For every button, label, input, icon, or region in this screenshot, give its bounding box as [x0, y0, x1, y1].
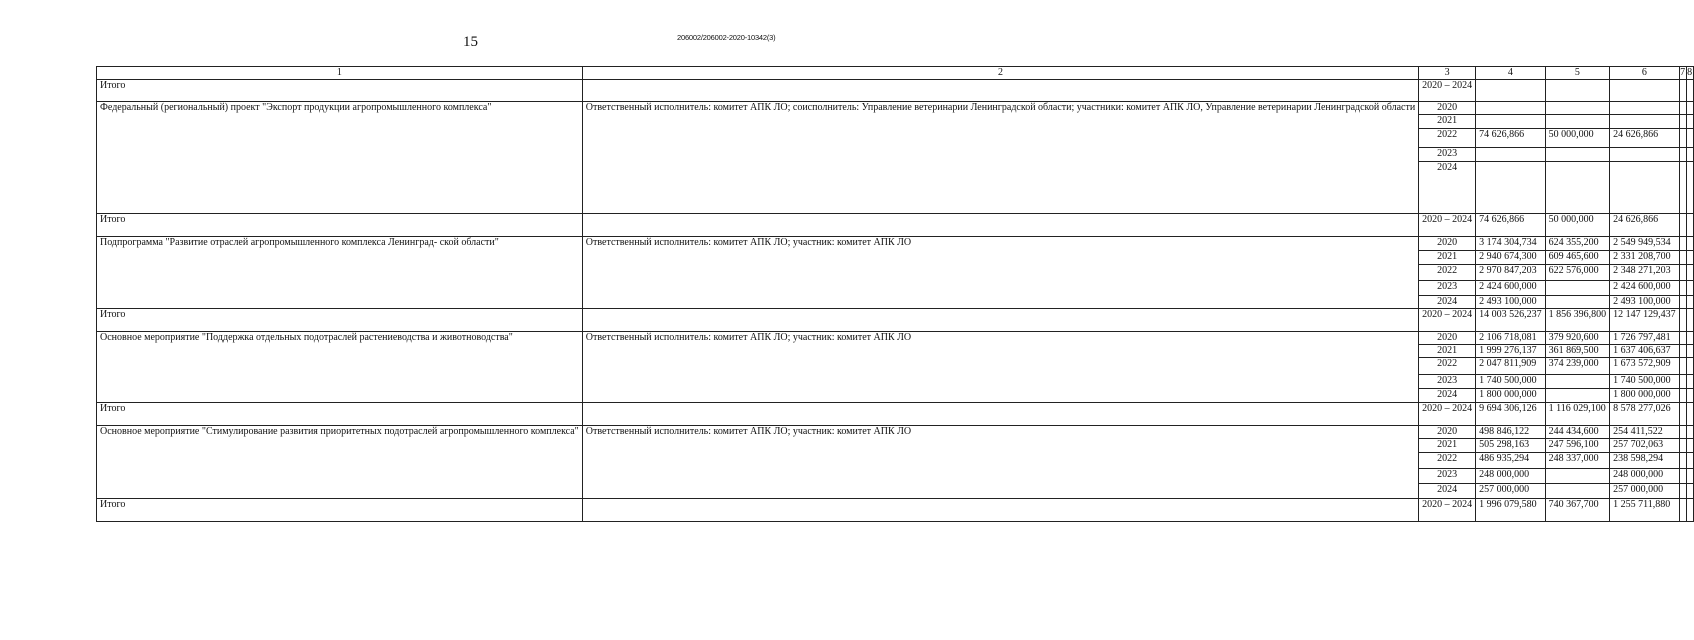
regional-cell: 254 411,522 — [1610, 426, 1680, 439]
regional-cell: 2 424 600,000 — [1610, 281, 1680, 296]
regional-cell: 1 673 572,909 — [1610, 358, 1680, 375]
year-cell: 2022 — [1419, 453, 1476, 469]
regional-cell: 238 598,294 — [1610, 453, 1680, 469]
total-cell: 498 846,122 — [1476, 426, 1546, 439]
federal-cell: 50 000,000 — [1545, 129, 1610, 148]
total-cell — [1476, 148, 1546, 162]
program-name: Основное мероприятие "Поддержка отдельных подотраслей растениеводства и животноводства" — [97, 332, 583, 403]
regional-cell: 1 255 711,880 — [1610, 499, 1680, 522]
federal-cell — [1545, 469, 1610, 484]
year-cell: 2023 — [1419, 148, 1476, 162]
total-row — [97, 403, 1694, 426]
federal-cell: 361 869,500 — [1545, 345, 1610, 358]
page-number: 15 — [463, 34, 478, 50]
federal-cell: 50 000,000 — [1545, 214, 1610, 237]
total-row — [97, 80, 1694, 102]
program-name: Основное мероприятие "Стимулирование развития приоритетных подотраслей агропромышленного комплекса" — [97, 426, 583, 499]
year-cell: 2020 – 2024 — [1419, 214, 1476, 237]
federal-cell: 248 337,000 — [1545, 453, 1610, 469]
total-cell: 14 003 526,237 — [1476, 309, 1546, 332]
total-cell — [1476, 162, 1546, 214]
year-cell: 2024 — [1419, 162, 1476, 214]
year-cell: 2020 — [1419, 426, 1476, 439]
federal-cell — [1545, 296, 1610, 309]
total-row — [97, 214, 1694, 237]
regional-cell: 24 626,866 — [1610, 129, 1680, 148]
table-row — [97, 332, 1694, 345]
total-cell: 2 940 674,300 — [1476, 251, 1546, 265]
year-cell: 2023 — [1419, 469, 1476, 484]
year-cell: 2021 — [1419, 345, 1476, 358]
federal-cell: 374 239,000 — [1545, 358, 1610, 375]
federal-cell — [1545, 484, 1610, 499]
federal-cell: 1 856 396,800 — [1545, 309, 1610, 332]
total-cell: 2 424 600,000 — [1476, 281, 1546, 296]
total-cell: 1 999 276,137 — [1476, 345, 1546, 358]
regional-cell: 1 637 406,637 — [1610, 345, 1680, 358]
total-row — [97, 309, 1694, 332]
regional-cell — [1610, 115, 1680, 129]
header-cell: 7 — [1680, 67, 1686, 78]
table-row — [97, 237, 1694, 251]
federal-cell — [1545, 115, 1610, 129]
year-cell: 2020 – 2024 — [1419, 80, 1476, 102]
total-cell: 505 298,163 — [1476, 439, 1546, 453]
budget-table — [96, 66, 1694, 522]
regional-cell: 248 000,000 — [1610, 469, 1680, 484]
regional-cell: 1 726 797,481 — [1610, 332, 1680, 345]
total-cell: 74 626,866 — [1476, 214, 1546, 237]
total-label: Итого — [97, 499, 583, 522]
year-cell: 2024 — [1419, 389, 1476, 403]
total-cell: 2 970 847,203 — [1476, 265, 1546, 281]
regional-cell: 1 800 000,000 — [1610, 389, 1680, 403]
federal-cell: 379 920,600 — [1545, 332, 1610, 345]
year-cell: 2021 — [1419, 251, 1476, 265]
regional-cell: 257 000,000 — [1610, 484, 1680, 499]
regional-cell: 2 549 949,534 — [1610, 237, 1680, 251]
program-name: Федеральный (региональный) проект "Экспорт продукции агропромышленного комплекса" — [97, 102, 583, 214]
year-cell: 2022 — [1419, 358, 1476, 375]
regional-cell: 257 702,063 — [1610, 439, 1680, 453]
header-cell: 6 — [1610, 67, 1680, 80]
year-cell: 2023 — [1419, 281, 1476, 296]
year-cell: 2020 – 2024 — [1419, 403, 1476, 426]
federal-cell — [1545, 281, 1610, 296]
regional-cell — [1610, 162, 1680, 214]
year-cell: 2020 — [1419, 237, 1476, 251]
federal-cell: 624 355,200 — [1545, 237, 1610, 251]
table-row — [97, 426, 1694, 439]
header-row — [97, 67, 1694, 80]
federal-cell: 740 367,700 — [1545, 499, 1610, 522]
year-cell: 2020 — [1419, 102, 1476, 115]
federal-cell: 247 596,100 — [1545, 439, 1610, 453]
header-cell: 2 — [582, 67, 1418, 80]
year-cell: 2020 — [1419, 332, 1476, 345]
year-cell: 2023 — [1419, 375, 1476, 389]
total-label: Итого — [97, 214, 583, 237]
total-cell: 486 935,294 — [1476, 453, 1546, 469]
regional-cell: 2 348 271,203 — [1610, 265, 1680, 281]
total-cell: 257 000,000 — [1476, 484, 1546, 499]
total-cell: 3 174 304,734 — [1476, 237, 1546, 251]
federal-cell — [1545, 102, 1610, 115]
executor-cell: Ответственный исполнитель: комитет АПК ЛО; участник: комитет АПК ЛО — [582, 237, 1418, 309]
total-cell: 2 047 811,909 — [1476, 358, 1546, 375]
table-row — [97, 102, 1694, 115]
federal-cell: 244 434,600 — [1545, 426, 1610, 439]
regional-cell — [1610, 102, 1680, 115]
total-cell: 248 000,000 — [1476, 469, 1546, 484]
total-cell: 1 740 500,000 — [1476, 375, 1546, 389]
federal-cell: 622 576,000 — [1545, 265, 1610, 281]
regional-cell: 12 147 129,437 — [1610, 309, 1680, 332]
year-cell: 2021 — [1419, 115, 1476, 129]
header-cell: 8 — [1687, 67, 1693, 78]
federal-cell: 1 116 029,100 — [1545, 403, 1610, 426]
regional-cell — [1610, 80, 1680, 102]
total-cell — [1476, 80, 1546, 102]
regional-cell: 2 493 100,000 — [1610, 296, 1680, 309]
program-name: Подпрограмма "Развитие отраслей агропромышленного комплекса Ленинград- ской области" — [97, 237, 583, 309]
total-label: Итого — [97, 403, 583, 426]
document-code: 206002/206002-2020-10342(3) — [677, 33, 776, 42]
year-cell: 2024 — [1419, 296, 1476, 309]
total-label: Итого — [97, 80, 583, 102]
header-cell: 5 — [1545, 67, 1610, 80]
executor-cell: Ответственный исполнитель: комитет АПК ЛО; участник: комитет АПК ЛО — [582, 426, 1418, 499]
total-cell: 2 106 718,081 — [1476, 332, 1546, 345]
header-cell: 4 — [1476, 67, 1546, 80]
header-cell: 3 — [1419, 67, 1476, 80]
regional-cell: 2 331 208,700 — [1610, 251, 1680, 265]
total-label: Итого — [97, 309, 583, 332]
federal-cell — [1545, 162, 1610, 214]
regional-cell: 24 626,866 — [1610, 214, 1680, 237]
total-cell: 9 694 306,126 — [1476, 403, 1546, 426]
executor-cell: Ответственный исполнитель: комитет АПК ЛО; соисполнитель: Управление ветеринарии Ленинградской области; участники: комитет АПК ЛО, Управление ветеринарии Ленинградской области — [582, 102, 1418, 214]
year-cell: 2021 — [1419, 439, 1476, 453]
year-cell: 2024 — [1419, 484, 1476, 499]
regional-cell: 1 740 500,000 — [1610, 375, 1680, 389]
total-cell: 1 800 000,000 — [1476, 389, 1546, 403]
executor-cell: Ответственный исполнитель: комитет АПК ЛО; участник: комитет АПК ЛО — [582, 332, 1418, 403]
total-cell: 1 996 079,580 — [1476, 499, 1546, 522]
year-cell: 2020 – 2024 — [1419, 309, 1476, 332]
federal-cell — [1545, 375, 1610, 389]
total-cell — [1476, 115, 1546, 129]
year-cell: 2020 – 2024 — [1419, 499, 1476, 522]
year-cell: 2022 — [1419, 265, 1476, 281]
federal-cell — [1545, 80, 1610, 102]
header-cell: 1 — [97, 67, 583, 80]
total-cell: 2 493 100,000 — [1476, 296, 1546, 309]
federal-cell — [1545, 389, 1610, 403]
total-row — [97, 499, 1694, 522]
federal-cell: 609 465,600 — [1545, 251, 1610, 265]
regional-cell: 8 578 277,026 — [1610, 403, 1680, 426]
federal-cell — [1545, 148, 1610, 162]
year-cell: 2022 — [1419, 129, 1476, 148]
total-cell — [1476, 102, 1546, 115]
regional-cell — [1610, 148, 1680, 162]
total-cell: 74 626,866 — [1476, 129, 1546, 148]
